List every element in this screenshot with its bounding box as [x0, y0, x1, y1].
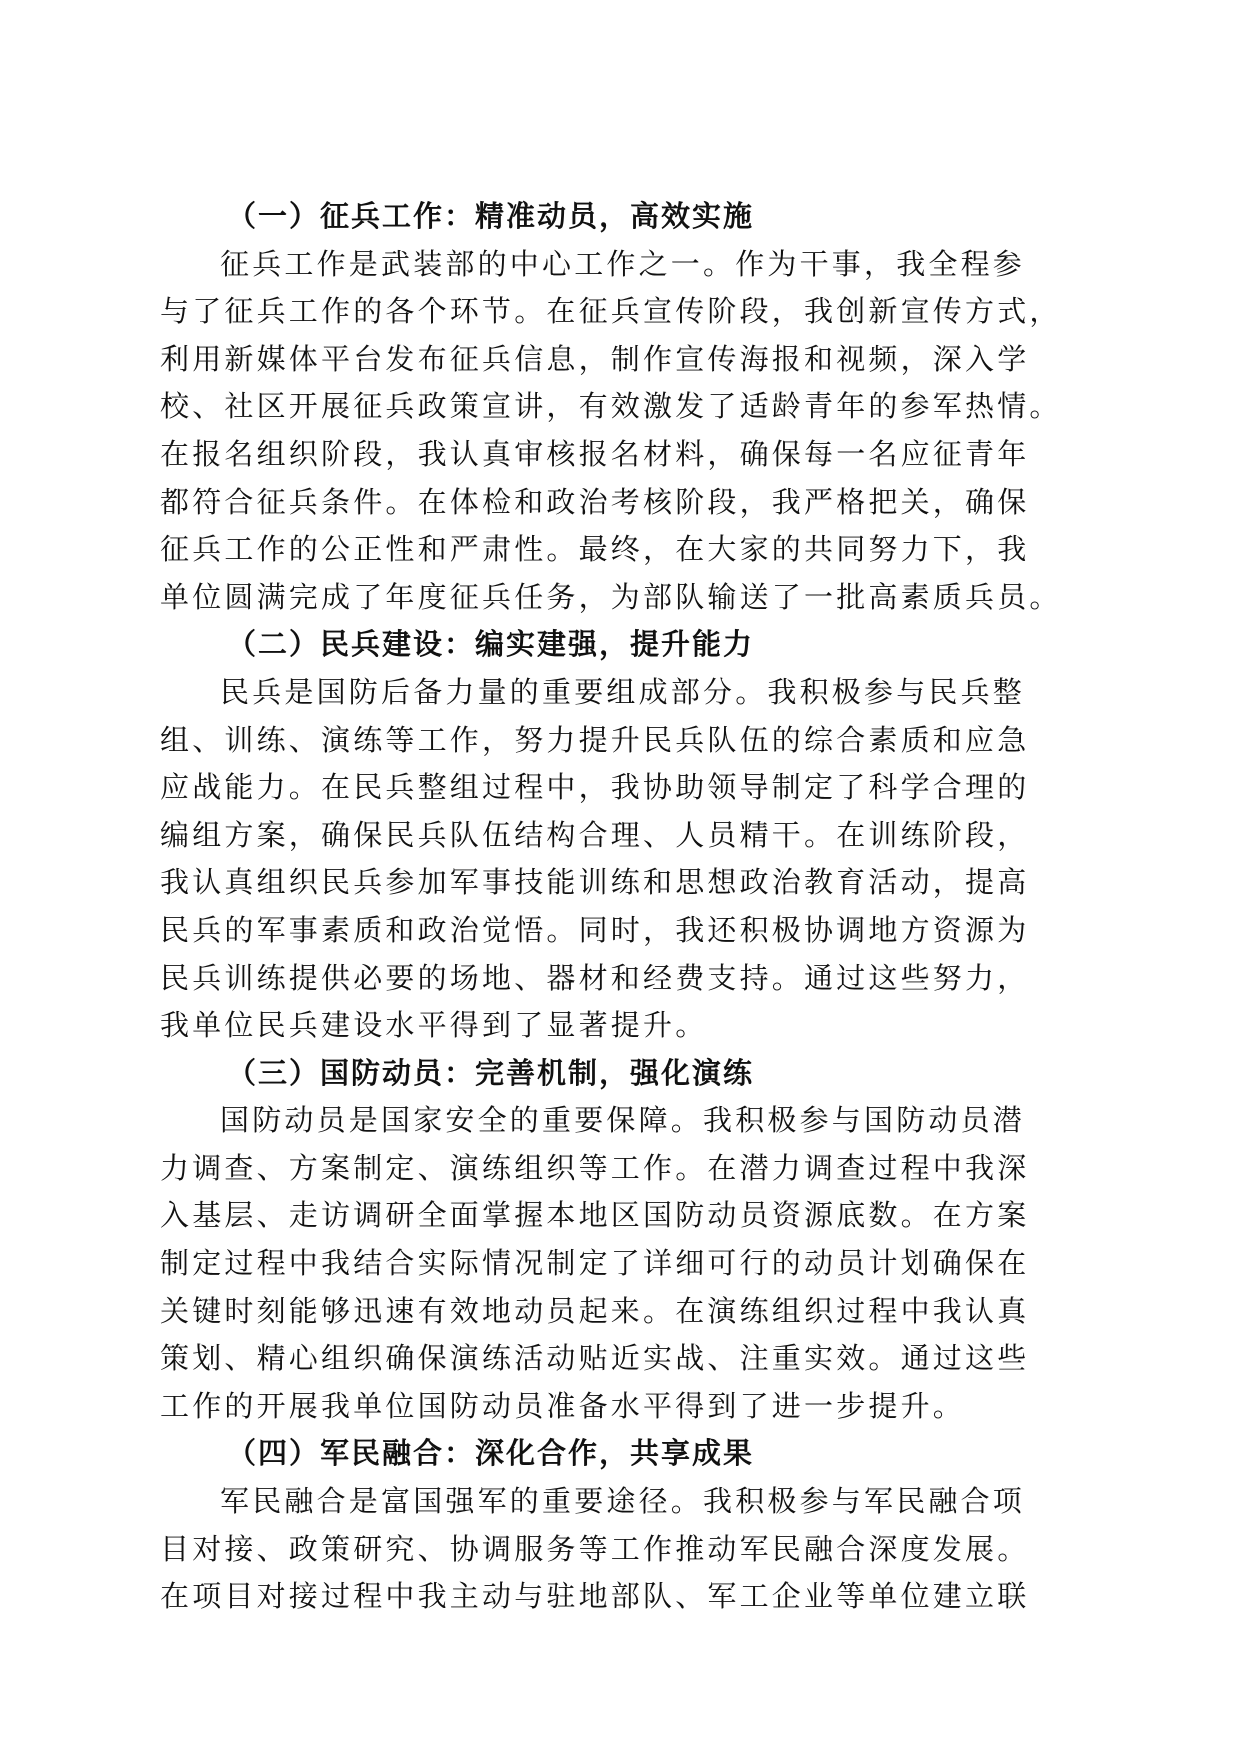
paragraph-line: 我认真组织民兵参加军事技能训练和思想政治教育活动，提高	[160, 865, 1030, 900]
paragraph-line: 单位圆满完成了年度征兵任务，为部队输送了一批高素质兵员。	[160, 579, 1062, 614]
section-heading-1: （一）征兵工作：精准动员，高效实施	[227, 199, 755, 233]
paragraph-line: 策划、精心组织确保演练活动贴近实战、注重实效。通过这些	[160, 1341, 1030, 1376]
paragraph-line: 在报名组织阶段，我认真审核报名材料，确保每一名应征青年	[160, 436, 1030, 471]
paragraph-line: 民兵的军事素质和政治觉悟。同时，我还积极协调地方资源为	[160, 912, 1030, 947]
paragraph-line: 制定过程中我结合实际情况制定了详细可行的动员计划确保在	[160, 1246, 1030, 1281]
paragraph-line: 力调查、方案制定、演练组织等工作。在潜力调查过程中我深	[160, 1150, 1030, 1185]
paragraph-line: 我单位民兵建设水平得到了显著提升。	[160, 1008, 708, 1043]
document-body	[160, 193, 1100, 1621]
paragraph-line: 民兵训练提供必要的场地、器材和经费支持。通过这些努力，	[160, 960, 1030, 995]
section-heading-3: （三）国防动员：完善机制，强化演练	[227, 1055, 755, 1090]
section-paragraph-2	[160, 669, 1100, 1050]
paragraph-line: 校、社区开展征兵政策宣讲，有效激发了适龄青年的参军热情。	[160, 389, 1062, 424]
paragraph-line: 关键时刻能够迅速有效地动员起来。在演练组织过程中我认真	[160, 1293, 1030, 1328]
paragraph-line: 征兵工作是武装部的中心工作之一。作为干事，我全程参	[220, 246, 1026, 281]
paragraph-line: 工作的开展我单位国防动员准备水平得到了进一步提升。	[160, 1388, 966, 1423]
paragraph-line: 组、训练、演练等工作，努力提升民兵队伍的综合素质和应急	[160, 722, 1030, 757]
paragraph-line: 应战能力。在民兵整组过程中，我协助领导制定了科学合理的	[160, 770, 1030, 805]
paragraph-line: 编组方案，确保民兵队伍结构合理、人员精干。在训练阶段，	[160, 817, 1030, 852]
paragraph-line: 利用新媒体平台发布征兵信息，制作宣传海报和视频，深入学	[160, 341, 1030, 376]
paragraph-line: 国防动员是国家安全的重要保障。我积极参与国防动员潜	[220, 1103, 1026, 1138]
section-heading-4: （四）军民融合：深化合作，共享成果	[227, 1436, 755, 1471]
paragraph-line: 民兵是国防后备力量的重要组成部分。我积极参与民兵整	[220, 674, 1026, 709]
paragraph-line: 都符合征兵条件。在体检和政治考核阶段，我严格把关，确保	[160, 484, 1030, 519]
section-paragraph-4	[160, 1478, 1100, 1621]
section-paragraph-3	[160, 1097, 1100, 1430]
section-paragraph-1	[160, 241, 1100, 622]
paragraph-line: 在项目对接过程中我主动与驻地部队、军工企业等单位建立联	[160, 1579, 1030, 1614]
paragraph-line: 入基层、走访调研全面掌握本地区国防动员资源底数。在方案	[160, 1198, 1030, 1233]
paragraph-line: 目对接、政策研究、协调服务等工作推动军民融合深度发展。	[160, 1531, 1030, 1566]
paragraph-line: 征兵工作的公正性和严肃性。最终，在大家的共同努力下，我	[160, 532, 1030, 567]
paragraph-line: 军民融合是富国强军的重要途径。我积极参与军民融合项	[220, 1484, 1026, 1519]
section-heading-2: （二）民兵建设：编实建强，提升能力	[227, 627, 755, 662]
paragraph-line: 与了征兵工作的各个环节。在征兵宣传阶段，我创新宣传方式，	[160, 294, 1062, 329]
